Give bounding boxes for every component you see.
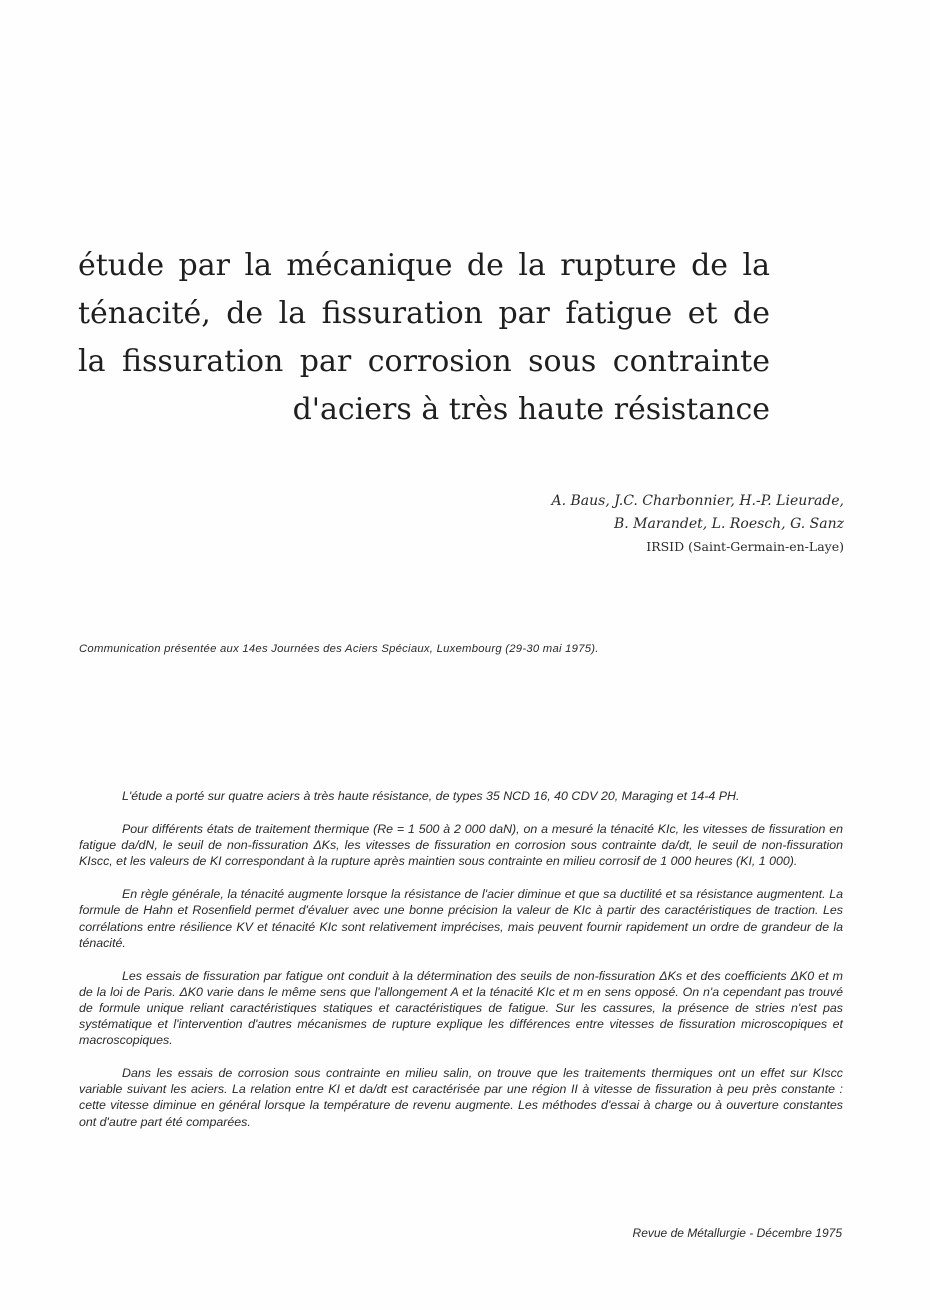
title-line-3: la fissuration par corrosion sous contrainte [78,344,770,379]
title-line-4: d'aciers à très haute résistance [292,392,770,427]
author-list [344,490,844,536]
abstract-paragraph-2: Pour différents états de traitement thermique (Re = 1 500 à 2 000 daN), on a mesuré la ténacité KIc, les vitesses de fissuration en fatigue da/dN, le seuil de non-fissuration ΔKs, les vitesses de fissuration en corrosion sous contrainte da/dt, le seuil de non-fissuration KIscc, et les valeurs de KI correspondant à la rupture après maintien sous contrainte en milieu corrosif de 1 000 heures (KI, 1 000). [79,822,843,869]
communication-note: Communication présentée aux 14es Journées des Aciers Spéciaux, Luxembourg (29-30 mai 1975). [79,643,599,655]
journal-footer: Revue de Métallurgie - Décembre 1975 [632,1226,842,1240]
affiliation: IRSID (Saint-Germain-en-Laye) [646,539,844,554]
abstract-paragraph-1: L'étude a porté sur quatre aciers à très haute résistance, de types 35 NCD 16, 40 CDV 20, Maraging et 14-4 PH. [122,789,740,803]
abstract-paragraph-3: En règle générale, la ténacité augmente lorsque la résistance de l'acier diminue et que sa ductilité et sa résistance augmentent. La formule de Hahn et Rosenfield permet d'évaluer avec une bonne précision la valeur de KIc à partir des caractéristiques de traction. Les corrélations entre résilience KV et ténacité KIc sont relativement imprécises, mais peuvent fournir rapidement un ordre de grandeur de la ténacité. [79,887,843,950]
article-title [78,242,770,434]
abstract [79,788,843,1147]
title-line-2: ténacité, de la fissuration par fatigue et de [78,296,770,331]
title-line-1: étude par la mécanique de la rupture de la [78,248,770,283]
authors-line-2: B. Marandet, L. Roesch, G. Sanz [613,516,844,532]
abstract-paragraph-4: Les essais de fissuration par fatigue ont conduit à la détermination des seuils de non-fissuration ΔKs et des coefficients ΔK0 et m de la loi de Paris. ΔK0 varie dans le même sens que l'allongement A et la ténacité KIc et m en sens opposé. On n'a cependant pas trouvé de formule unique reliant caractéristiques statiques et caractéristiques de fatigue. Sur les cassures, la présence de stries n'est pas systématique et l'intervention d'autres mécanismes de rupture explique les différences entre vitesses de fissuration microscopiques et macroscopiques. [79,968,843,1048]
authors-line-1: A. Baus, J.C. Charbonnier, H.-P. Lieurade, [551,493,844,509]
abstract-paragraph-5: Dans les essais de corrosion sous contrainte en milieu salin, on trouve que les traitements thermiques ont un effet sur KIscc variable suivant les aciers. La relation entre KI et da/dt est caractérisée par une région II à vitesse de fissuration à peu près constante : cette vitesse diminue en général lorsque la température de revenu augmente. Les méthodes d'essai à charge ou à ouverture constantes ont d'autre part été comparées. [79,1066,843,1129]
